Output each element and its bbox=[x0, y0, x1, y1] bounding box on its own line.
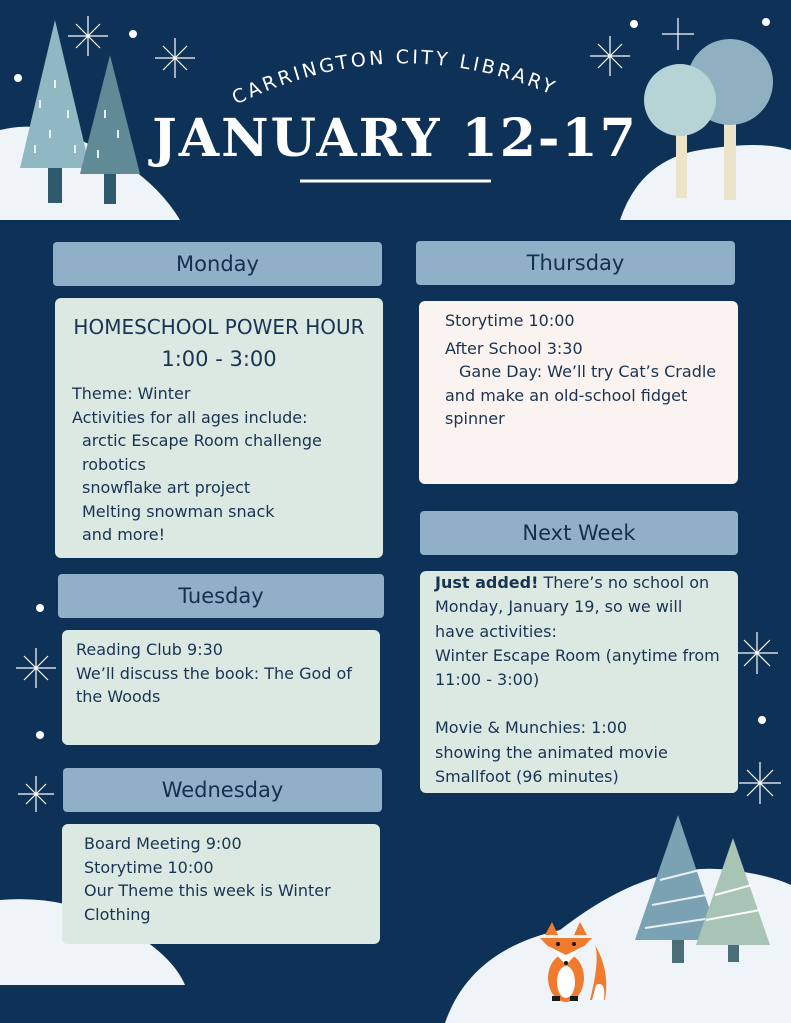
tuesday-header: Tuesday bbox=[58, 574, 384, 618]
activity-item: Melting snowman snack bbox=[82, 501, 275, 521]
thursday-line: After School 3:30 bbox=[445, 338, 583, 358]
activities-intro: Activities for all ages include: bbox=[72, 407, 308, 427]
activity-item: arctic Escape Room challenge bbox=[82, 431, 322, 450]
tuesday-box bbox=[62, 630, 380, 745]
thursday-box bbox=[419, 301, 738, 484]
next-week-lead bbox=[435, 571, 724, 644]
event-title: HOMESCHOOL POWER HOUR bbox=[73, 315, 365, 339]
next-week-movie: Movie & Munchies: 1:00 bbox=[435, 718, 628, 738]
monday-box bbox=[55, 298, 383, 558]
next-week-escape: Winter Escape Room (anytime from 11:00 - 3:00) bbox=[435, 645, 720, 690]
thursday-line: Gane Day: We’ll try Cat’s Cradle and make an old-school fidget spinner bbox=[445, 362, 717, 428]
next-week-box bbox=[420, 571, 738, 793]
tuesday-line: Reading Club 9:30 bbox=[76, 640, 223, 659]
thursday-header: Thursday bbox=[416, 241, 735, 285]
wednesday-line: Our Theme this week is Winter Clothing bbox=[84, 881, 331, 924]
next-week-header: Next Week bbox=[420, 511, 738, 555]
thursday-line: Storytime 10:00 bbox=[445, 311, 575, 330]
monday-header: Monday bbox=[53, 242, 382, 286]
activity-item: snowflake art project bbox=[82, 478, 251, 497]
activity-item: and more! bbox=[82, 525, 166, 544]
tuesday-line: We’ll discuss the book: The God of the Woods bbox=[76, 663, 352, 706]
wednesday-line: Board Meeting 9:00 bbox=[84, 834, 242, 853]
next-week-movie-desc: showing the animated movie Smallfoot (96 minutes) bbox=[435, 742, 668, 787]
just-added-label: Just added! bbox=[435, 573, 539, 592]
next-week-lead-text: There’s no school on Monday, January 19, so we will have activities: bbox=[435, 573, 710, 641]
theme-text: Theme: Winter bbox=[72, 384, 191, 403]
wednesday-box bbox=[62, 824, 380, 944]
date-range-title: JANUARY 12-17 bbox=[152, 108, 638, 169]
activity-item: robotics bbox=[82, 454, 146, 474]
library-name: CARRINGTON CITY LIBRARY bbox=[228, 46, 561, 110]
wednesday-header: Wednesday bbox=[63, 768, 382, 812]
wednesday-line: Storytime 10:00 bbox=[84, 857, 214, 877]
event-time: 1:00 - 3:00 bbox=[161, 347, 277, 371]
